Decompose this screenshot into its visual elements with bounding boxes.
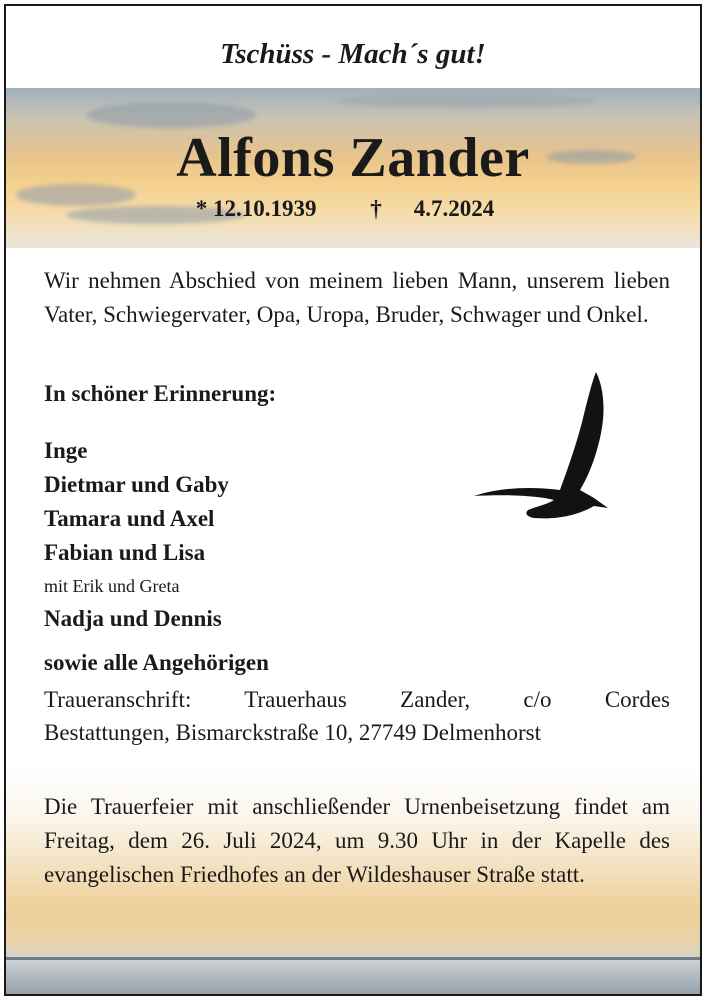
obituary-frame [4,4,702,996]
death-date-group [354,196,510,221]
mourning-address [44,683,670,749]
sea-band [6,961,700,996]
mourner: Tamara und Axel [44,506,215,531]
address-line-1: Traueranschrift: Trauerhaus Zander, c/o Cordes [44,687,670,712]
mourner: Dietmar und Gaby [44,472,229,497]
cloud [86,102,256,128]
mourner: Nadja und Dennis [44,606,222,631]
cross-icon: † [370,196,382,221]
memory-heading: In schöner Erinnerung: [44,381,277,406]
motto: Tschüss - Mach´s gut! [220,38,486,70]
death-date: 4.7.2024 [413,196,495,221]
life-dates [6,196,700,222]
mourner: Inge [44,438,88,463]
birth-date: * 12.10.1939 [195,196,317,221]
ceremony-text: Die Trauerfeier mit anschließender Urnenbeisetzung findet am Freitag, dem 26. Juli 2024, um 9.30 Uhr in der Kapelle des evangelischen Friedhofes an der Wildeshauser Straße statt. [44,794,670,887]
mourners-list [44,434,229,636]
horizon-line [6,957,700,960]
seagull-icon [468,368,618,528]
deceased-name: Alfons Zander [176,127,530,189]
relatives-line: sowie alle Angehörigen [44,650,269,675]
mourner-children: mit Erik und Greta [44,576,180,596]
intro-text: Wir nehmen Abschied von meinem lieben Mann, unserem lieben Vater, Schwiegervater, Opa, Uropa, Bruder, Schwager und Onkel. [44,268,670,327]
mourner: Fabian und Lisa [44,540,206,565]
cloud [336,94,596,108]
address-line-2: Bestattungen, Bismarckstraße 10, 27749 Delmenhorst [44,720,541,745]
